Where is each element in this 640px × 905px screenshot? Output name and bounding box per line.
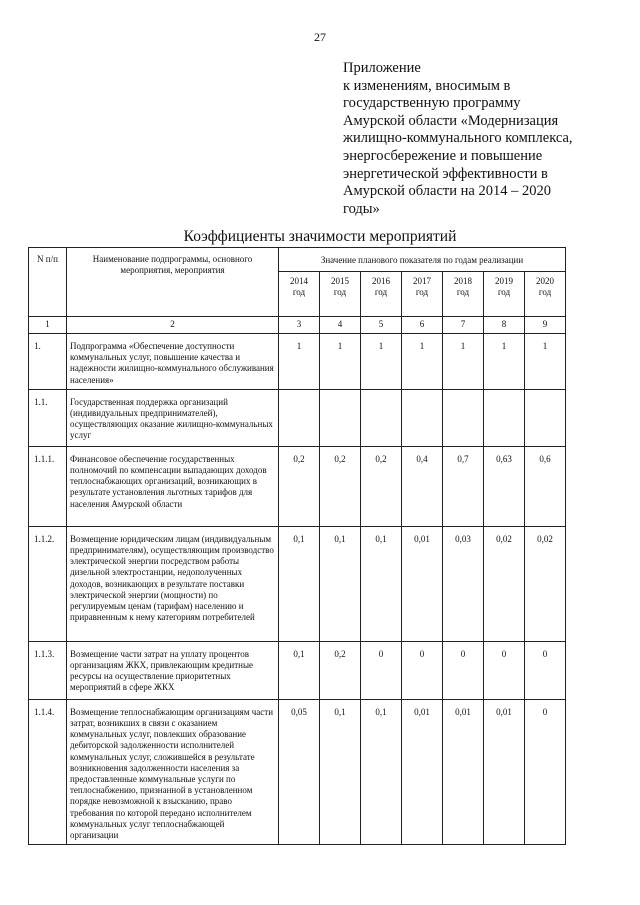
table-row [29,446,566,526]
row-value [484,389,525,446]
row-name: Возмещение юридическим лицам (индивидуальным предпринимателям), осуществляющим производство электрической энергии посредством работы дизельной электростанции, недополученных доходов, возникающих в результате поставки электрической энергии (мощности) по регулируемым ценам (тарифам) населению и приравненным к нему категориям потребителей [67,526,279,641]
appendix-line: к изменениям, вносимым в [343,77,511,94]
row-value: 0,03 [443,526,484,641]
appendix-caption [343,60,628,218]
row-value: 1 [361,334,402,390]
row-value: 0,1 [279,526,320,641]
row-value: 0 [525,641,566,699]
header-year: 2016 год [361,272,402,317]
header-year: 2015 год [320,272,361,317]
row-value: 0,4 [402,446,443,526]
row-value: 0,1 [320,526,361,641]
row-number: 1.1.3. [29,641,67,699]
row-value: 0,01 [443,699,484,844]
row-number: 1.1.4. [29,699,67,844]
header-year: 2014 год [279,272,320,317]
header-num: N п/п [29,248,67,317]
significance-table [28,247,566,845]
header-year: 2020 год [525,272,566,317]
appendix-line: Амурской области «Модернизация [343,112,559,129]
row-value: 0,6 [525,446,566,526]
row-value: 1 [279,334,320,390]
row-value: 0,2 [320,641,361,699]
column-number: 8 [484,317,525,334]
row-value [402,389,443,446]
header-name: Наименование подпрограммы, основного мероприятия, мероприятия [67,248,279,317]
column-number: 1 [29,317,67,334]
column-number: 5 [361,317,402,334]
row-value: 0,02 [525,526,566,641]
row-value: 0,05 [279,699,320,844]
appendix-line: энергетической эффективности в [343,165,548,182]
row-value [443,389,484,446]
header-values-group: Значение планового показателя по годам реализации [279,248,566,272]
row-value: 1 [525,334,566,390]
column-number: 7 [443,317,484,334]
row-name: Возмещение части затрат на уплату процентов организациям ЖКХ, привлекающим кредитные ресурсы на осуществление приоритетных мероприятий в сфере ЖКХ [67,641,279,699]
row-value [320,389,361,446]
row-value: 0,01 [402,699,443,844]
column-number: 6 [402,317,443,334]
appendix-line: энергосбережение и повышение [343,147,543,164]
row-value: 0,63 [484,446,525,526]
row-value: 0,01 [484,699,525,844]
row-value [525,389,566,446]
row-value [279,389,320,446]
page-number: 27 [314,30,326,44]
appendix-line: Амурской области на 2014 – 2020 [343,183,551,200]
row-value: 0,7 [443,446,484,526]
row-value: 0,1 [361,699,402,844]
appendix-line: Приложение [343,60,421,76]
row-value: 0,1 [279,641,320,699]
table-row [29,641,566,699]
appendix-line: жилищно-коммунального комплекса, [343,130,573,147]
column-number: 2 [67,317,279,334]
row-value: 0 [402,641,443,699]
row-value: 0,2 [279,446,320,526]
row-name: Подпрограмма «Обеспечение доступности коммунальных услуг, повышение качества и надежности жилищно-коммунального обслуживания населения» [67,334,279,390]
row-value: 0 [484,641,525,699]
header-year: 2018 год [443,272,484,317]
row-value: 1 [443,334,484,390]
column-number: 4 [320,317,361,334]
row-number: 1. [29,334,67,390]
table-row [29,389,566,446]
table-row [29,699,566,844]
table-row [29,334,566,390]
column-numbers-row [29,317,566,334]
row-value: 0 [443,641,484,699]
row-number: 1.1.1. [29,446,67,526]
row-number: 1.1.2. [29,526,67,641]
row-number: 1.1. [29,389,67,446]
row-name: Возмещение теплоснабжающим организациям части затрат, возникших в связи с оказанием коммунальных услуг, повлекших образование дебиторской задолженности исполнителей коммунальных услуг, сложившейся в результате возникновения задолженности населения за предоставленные коммунальные услуги по теплоснабжению, признанной в установленном порядке невозможной к взысканию, право требования по которой передано исполнителем коммунальных услуг теплоснабжающей организации [67,699,279,844]
appendix-line: годы» [343,200,380,217]
row-value: 0,02 [484,526,525,641]
row-value: 0 [525,699,566,844]
header-year: 2019 год [484,272,525,317]
row-value: 0,1 [320,699,361,844]
row-value: 0,1 [361,526,402,641]
row-value: 1 [484,334,525,390]
table-title: Коэффициенты значимости мероприятий [183,228,457,245]
header-year: 2017 год [402,272,443,317]
table-row [29,526,566,641]
row-name: Финансовое обеспечение государственных полномочий по компенсации выпадающих доходов теплоснабжающих организаций, возникающих в результате установления льготных тарифов для населения Амурской области [67,446,279,526]
row-value: 0,2 [320,446,361,526]
row-value: 1 [402,334,443,390]
column-number: 3 [279,317,320,334]
row-value: 0 [361,641,402,699]
row-value: 0,01 [402,526,443,641]
row-value [361,389,402,446]
column-number: 9 [525,317,566,334]
row-value: 0,2 [361,446,402,526]
row-value: 1 [320,334,361,390]
appendix-line: государственную программу [343,95,521,112]
row-name: Государственная поддержка организаций (индивидуальных предпринимателей), осуществляющих оказание жилищно-коммунальных услуг [67,389,279,446]
